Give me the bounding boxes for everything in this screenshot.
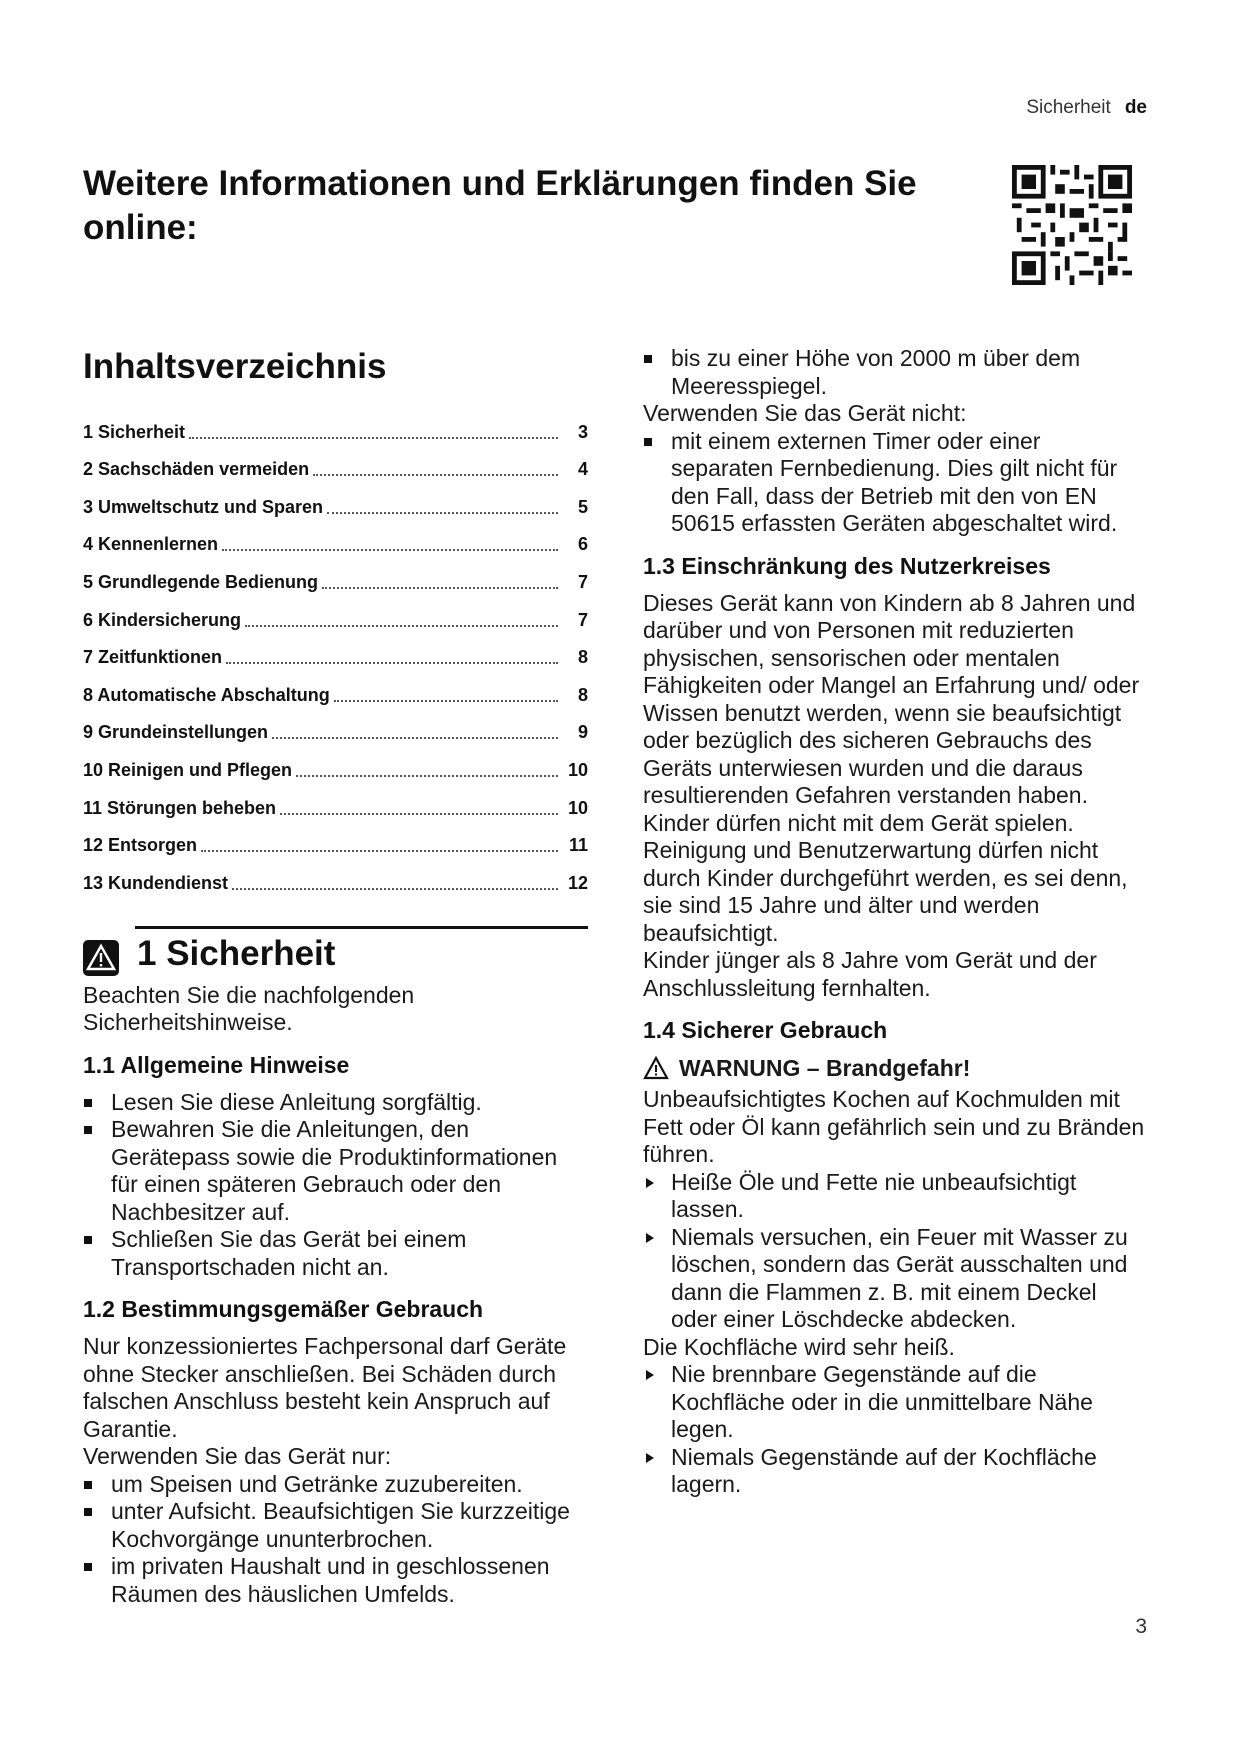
header-language: de	[1124, 97, 1147, 118]
toc-page: 3	[577, 421, 588, 442]
list-item: Schließen Sie das Gerät bei einem Transportschaden nicht an.	[83, 1226, 588, 1281]
toc-list	[83, 405, 588, 894]
section-rule	[135, 926, 588, 929]
online-info-title: Weitere Informationen und Erklärungen finden Sie online:	[83, 164, 917, 247]
toc-page: 9	[577, 722, 588, 743]
list-item: Lesen Sie diese Anleitung sorgfältig.	[83, 1089, 588, 1117]
toc-label: 4 Kennenlernen	[83, 534, 219, 555]
toc-page: 8	[577, 647, 588, 668]
list-item: bis zu einer Höhe von 2000 m über dem Meeresspiegel.	[643, 345, 1148, 400]
toc-entry[interactable]	[83, 443, 588, 481]
toc-entry[interactable]	[83, 781, 588, 819]
paragraph: Unbeaufsichtigtes Kochen auf Kochmulden mit Fett oder Öl kann gefährlich sein und zu Bränden führen.	[643, 1086, 1145, 1167]
toc-page: 5	[577, 496, 588, 517]
warning-line	[643, 1054, 1148, 1082]
left-column	[83, 345, 588, 1608]
fire-instructions-list	[643, 1169, 1148, 1334]
toc-page: 7	[577, 609, 588, 630]
toc-label: 12 Entsorgen	[83, 835, 198, 856]
toc-leader	[245, 625, 558, 627]
toc-leader	[189, 437, 558, 439]
toc-label: 5 Grundlegende Bedienung	[83, 571, 319, 592]
toc-entry[interactable]	[83, 631, 588, 669]
list-item: um Speisen und Getränke zuzubereiten.	[83, 1471, 588, 1499]
toc-page: 7	[577, 571, 588, 592]
toc-page: 12	[567, 872, 588, 893]
toc-entry[interactable]	[83, 668, 588, 706]
toc-label: 1 Sicherheit	[83, 421, 186, 442]
paragraph: Kinder jünger als 8 Jahre vom Gerät und der Anschlussleitung fernhalten.	[643, 947, 1097, 1001]
intended-use-list-continued	[643, 345, 1148, 400]
toc-label: 9 Grundeinstellungen	[83, 722, 269, 743]
toc-label: 6 Kindersicherung	[83, 609, 242, 630]
warning-label: WARNUNG – Brandgefahr!	[679, 1055, 971, 1081]
toc-entry[interactable]	[83, 405, 588, 443]
page-number: 3	[1135, 1615, 1147, 1638]
toc-entry[interactable]	[83, 593, 588, 631]
toc-leader	[226, 662, 558, 664]
paragraph: Verwenden Sie das Gerät nicht:	[643, 400, 967, 426]
toc-page: 10	[567, 759, 588, 780]
right-column	[643, 345, 1148, 1499]
toc-title: Inhaltsverzeichnis	[83, 347, 387, 386]
toc-leader	[334, 700, 558, 702]
paragraph: Reinigung und Benutzerwartung dürfen nicht durch Kinder durchgeführt werden, es sei denn, sie sind 15 Jahre und älter und werden beaufsichtigt.	[643, 837, 1128, 946]
hot-surface-list	[643, 1361, 1148, 1499]
header-section: Sicherheit	[1026, 97, 1111, 118]
toc-entry[interactable]	[83, 856, 588, 894]
list-item: mit einem externen Timer oder einer separaten Fernbedienung. Dies gilt nicht für den Fall, dass der Betrieb mit den von EN 50615 erfassten Geräten abgeschaltet wird.	[643, 428, 1148, 538]
toc-leader	[322, 587, 558, 589]
safety-intro: Beachten Sie die nachfolgenden Sicherheitshinweise.	[83, 981, 415, 1036]
toc-entry[interactable]	[83, 743, 588, 781]
toc-label: 3 Umweltschutz und Sparen	[83, 496, 324, 517]
toc-page: 8	[577, 684, 588, 705]
toc-entry[interactable]	[83, 819, 588, 857]
list-item: Niemals Gegenstände auf der Kochfläche lagern.	[643, 1444, 1148, 1499]
not-use-list	[643, 428, 1148, 538]
toc-page: 11	[568, 835, 588, 856]
subsection-title-1-2: 1.2 Bestimmungsgemäßer Gebrauch	[83, 1296, 484, 1323]
list-item: im privaten Haushalt und in geschlossenen Räumen des häuslichen Umfelds.	[83, 1553, 588, 1608]
toc-leader	[327, 512, 558, 514]
toc-leader	[272, 737, 558, 739]
toc-label: 11 Störungen beheben	[83, 797, 277, 818]
subsection-title-1-4: 1.4 Sicherer Gebrauch	[643, 1017, 888, 1043]
toc-label: 13 Kundendienst	[83, 872, 229, 893]
toc-leader	[313, 474, 558, 476]
toc-entry[interactable]	[83, 555, 588, 593]
toc-page: 4	[577, 459, 588, 480]
toc-page: 6	[577, 534, 588, 555]
paragraph: Kinder dürfen nicht mit dem Gerät spielen.	[643, 809, 1074, 836]
toc-entry[interactable]	[83, 480, 588, 518]
toc-label: 2 Sachschäden vermeiden	[83, 459, 310, 480]
toc-leader	[232, 888, 558, 890]
toc-label: 8 Automatische Abschaltung	[83, 684, 330, 705]
paragraph: Dieses Gerät kann von Kindern ab 8 Jahren und darüber und von Personen mit reduzierten physischen, sensorischen oder mentalen Fähigkeiten oder Mangel an Erfahrung und/ oder Wissen benutzt werden, wenn sie beaufsichtigt oder bezüglich des sicheren Gebrauchs des Geräts unterwiesen wurden und die daraus resultierenden Gefahren verstanden haben.	[643, 589, 1140, 808]
toc-leader	[280, 813, 558, 815]
subsection-title-1-1: 1.1 Allgemeine Hinweise	[83, 1051, 350, 1078]
list-item: Bewahren Sie die Anleitungen, den Gerätepass sowie die Produktinformationen für einen späteren Gebrauch oder den Nachbesitzer auf.	[83, 1116, 588, 1226]
paragraph: Nur konzessioniertes Fachpersonal darf Geräte ohne Stecker anschließen. Bei Schäden durch falschen Anschluss besteht kein Anspruch auf Garantie.	[83, 1333, 567, 1442]
section-heading	[83, 926, 588, 982]
running-header	[1026, 97, 1147, 119]
paragraph: Verwenden Sie das Gerät nur:	[83, 1443, 392, 1470]
warning-triangle-icon	[643, 1056, 669, 1080]
qr-code[interactable]	[1012, 165, 1132, 285]
toc-page: 10	[567, 797, 588, 818]
toc-leader	[296, 775, 558, 777]
warning-icon	[83, 940, 119, 976]
section-title: 1 Sicherheit	[137, 933, 336, 973]
toc-leader	[222, 549, 558, 551]
list-item: Nie brennbare Gegenstände auf die Kochfläche oder in die unmittelbare Nähe legen.	[643, 1361, 1148, 1444]
list-item: Heiße Öle und Fette nie unbeaufsichtigt lassen.	[643, 1169, 1148, 1224]
toc-entry[interactable]	[83, 518, 588, 556]
toc-label: 7 Zeitfunktionen	[83, 647, 222, 668]
list-item: Niemals versuchen, ein Feuer mit Wasser zu löschen, sondern das Gerät ausschalten und dann die Flammen z. B. mit einem Deckel oder einer Löschdecke abdecken.	[643, 1224, 1148, 1334]
intended-use-list	[83, 1471, 588, 1609]
general-notes-list	[83, 1089, 588, 1282]
subsection-title-1-3: 1.3 Einschränkung des Nutzerkreises	[643, 552, 1051, 579]
toc-leader	[201, 850, 558, 852]
toc-label: 10 Reinigen und Pflegen	[83, 759, 293, 780]
list-item: unter Aufsicht. Beaufsichtigen Sie kurzzeitige Kochvorgänge ununterbrochen.	[83, 1498, 588, 1553]
toc-entry[interactable]	[83, 706, 588, 744]
paragraph: Die Kochfläche wird sehr heiß.	[643, 1333, 955, 1360]
